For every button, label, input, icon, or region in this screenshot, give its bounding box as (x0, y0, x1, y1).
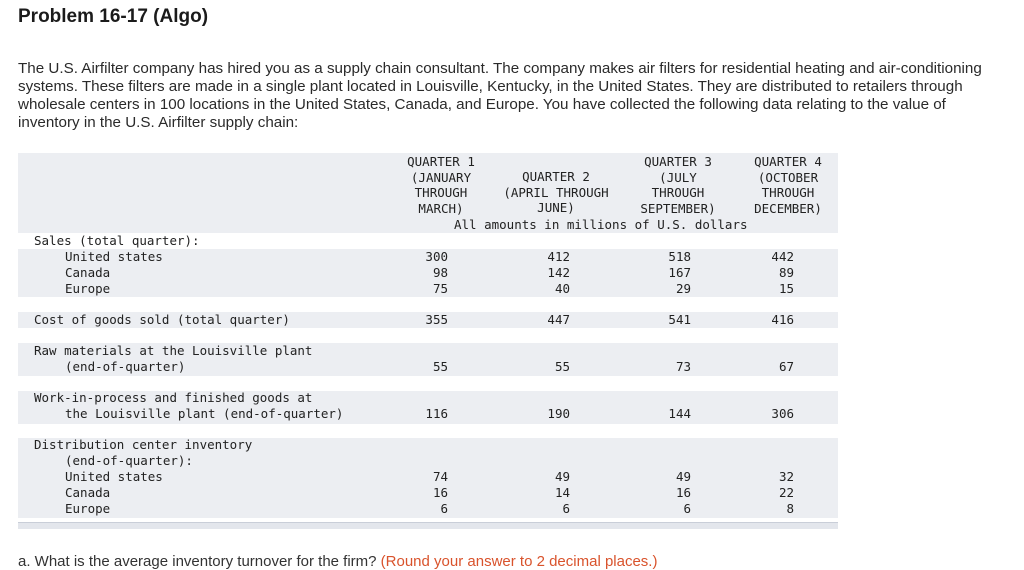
question-a-text: a. What is the average inventory turnover for the firm? (18, 553, 377, 570)
sales-canada-q2: 142 (547, 265, 570, 280)
sales-us-q1: 300 (425, 249, 448, 264)
table-bottom-rule (18, 522, 838, 529)
raw-q2: 55 (554, 359, 570, 374)
sales-canada-q4: 89 (778, 265, 794, 280)
sales-us-q2: 412 (547, 249, 570, 264)
sales-canada-q3: 167 (668, 265, 691, 280)
units-note: All amounts in millions of U.S. dollars (454, 217, 748, 232)
question-a-hint: (Round your answer to 2 decimal places.) (380, 553, 658, 570)
sales-europe-q2: 40 (554, 281, 570, 296)
raw-q1: 55 (432, 359, 448, 374)
wip-sublabel: the Louisville plant (end-of-quarter) (65, 406, 344, 421)
dc-us-q1: 74 (432, 469, 448, 484)
sales-us-q3: 518 (668, 249, 691, 264)
wip-q1: 116 (425, 406, 448, 421)
wip-label: Work-in-process and finished goods at (34, 390, 313, 405)
cogs-q4: 416 (771, 312, 794, 327)
cogs-q1: 355 (425, 312, 448, 327)
header-quarter-2: QUARTER 2 (APRIL THROUGH JUNE) (503, 169, 609, 216)
dc-canada-q1: 16 (432, 485, 448, 500)
sales-europe-q4: 15 (778, 281, 794, 296)
sales-europe-q1: 75 (432, 281, 448, 296)
dc-us-q4: 32 (778, 469, 794, 484)
dc-inventory-label: Distribution center inventory (34, 437, 253, 452)
sales-canada-label: Canada (65, 265, 111, 280)
wip-q3: 144 (668, 406, 691, 421)
dc-canada-q3: 16 (675, 485, 691, 500)
raw-q4: 67 (778, 359, 794, 374)
raw-materials-sublabel: (end-of-quarter) (65, 359, 186, 374)
dc-europe-q2: 6 (562, 501, 570, 516)
cogs-label: Cost of goods sold (total quarter) (34, 312, 290, 327)
sales-us-q4: 442 (771, 249, 794, 264)
cogs-q2: 447 (547, 312, 570, 327)
dc-inventory-sublabel: (end-of-quarter): (65, 453, 193, 468)
sales-us-label: United states (65, 249, 163, 264)
problem-title: Problem 16-17 (Algo) (18, 6, 209, 27)
dc-europe-q4: 8 (786, 501, 794, 516)
header-quarter-4: QUARTER 4 (OCTOBER THROUGH DECEMBER) (754, 154, 822, 217)
dc-canada-q2: 14 (554, 485, 570, 500)
problem-intro: The U.S. Airfilter company has hired you as a supply chain consultant. The company makes air filters for residential heating and air-conditioning systems. These filters are made in a single plant located in Louisville, Kentucky, in the United States. They are distributed to retailers through wholesale centers in 100 locations in the United States, Canada, and Europe. You have collected the following data relating to the value of inventory in the U.S. Airfilter supply chain: (18, 60, 982, 131)
dc-europe-q1: 6 (440, 501, 448, 516)
wip-q2: 190 (547, 406, 570, 421)
dc-europe-q3: 6 (683, 501, 691, 516)
sales-europe-label: Europe (65, 281, 111, 296)
dc-europe-label: Europe (65, 501, 111, 516)
sales-europe-q3: 29 (675, 281, 691, 296)
dc-canada-q4: 22 (778, 485, 794, 500)
wip-q4: 306 (771, 406, 794, 421)
inventory-data-table (18, 153, 838, 528)
raw-materials-label: Raw materials at the Louisville plant (34, 343, 313, 358)
cogs-q3: 541 (668, 312, 691, 327)
header-quarter-1: QUARTER 1 (JANUARY THROUGH MARCH) (407, 154, 475, 217)
dc-canada-label: Canada (65, 485, 111, 500)
dc-us-q2: 49 (554, 469, 570, 484)
sales-section-label: Sales (total quarter): (34, 233, 200, 248)
dc-us-label: United states (65, 469, 163, 484)
raw-q3: 73 (675, 359, 691, 374)
sales-canada-q1: 98 (432, 265, 448, 280)
dc-us-q3: 49 (675, 469, 691, 484)
header-quarter-3: QUARTER 3 (JULY THROUGH SEPTEMBER) (640, 154, 716, 217)
